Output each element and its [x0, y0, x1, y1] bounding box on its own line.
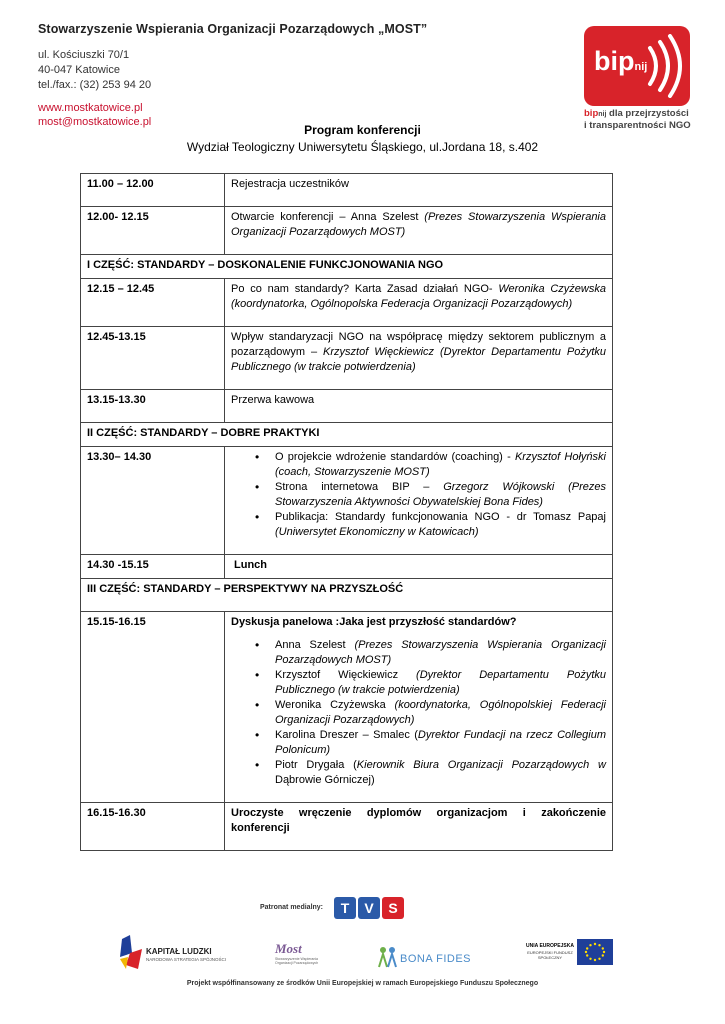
kapital-ludzki-logo: [118, 935, 238, 971]
section-heading: III CZĘŚĆ: STANDARDY – PERSPEKTYWY NA PRZYSZŁOŚĆ: [81, 579, 613, 612]
speaker-list: [231, 450, 606, 540]
list-item: • Anna Szelest (Prezes Stowarzyszenia Wspierania Organizacji Pozarządowych MOST): [231, 638, 606, 668]
bona-fides-figures-icon: [378, 945, 398, 969]
list-item: • Weronika Czyżewska (koordynatorka, Ogólnopolskiej Federacji Organizacji Pozarządowych): [231, 698, 606, 728]
media-patron: [260, 897, 420, 921]
list-item: • Strona internetowa BIP – Grzegorz Wójkowski (Prezes Stowarzyszenia Aktywności Obywatelskiej Bona Fides): [231, 480, 606, 510]
signal-waves-icon: [642, 34, 690, 98]
panel-title: Dyskusja panelowa :Jaka jest przyszłość standardów?: [231, 616, 517, 628]
phone-number: tel./fax.: (32) 253 94 20: [38, 79, 152, 91]
time-cell: 11.00 – 12.00: [81, 174, 225, 207]
bip-logo-text: bipnij: [594, 46, 648, 76]
time-cell: 14.30 -15.15: [81, 555, 225, 579]
table-row: [81, 612, 613, 803]
list-item: • Piotr Drygała (Kierownik Biura Organizacji Pozarządowych w Dąbrowie Górniczej): [231, 758, 606, 788]
most-logo-subtitle: Stowarzyszenie Wspierania Organizacji Pozarządowych: [275, 957, 319, 965]
table-row: [81, 555, 613, 579]
section-row: [81, 423, 613, 447]
sponsor-logos: [110, 935, 620, 975]
description-cell: [225, 612, 613, 803]
website-link[interactable]: www.mostkatowice.pl: [38, 102, 143, 114]
section-row: [81, 255, 613, 279]
table-row: [81, 803, 613, 851]
bona-fides-logo: [378, 943, 478, 971]
eu-logo-subtitle: EUROPEJSKI FUNDUSZ SPOŁECZNY: [527, 950, 573, 960]
organization-address: [38, 48, 558, 93]
description-cell: Rejestracja uczestników: [225, 174, 613, 207]
section-row: [81, 579, 613, 612]
eu-flag-icon: [577, 939, 613, 965]
panelist-list: [231, 638, 606, 788]
tvs-logo-v: V: [358, 897, 380, 919]
description-cell: Po co nam standardy? Karta Zasad działań NGO- Weronika Czyżewska (koordynatorka, Ogólnopolska Federacja Organizacji Pozarządowych): [225, 279, 613, 327]
eu-logo: [525, 939, 615, 969]
time-cell: 13.30– 14.30: [81, 447, 225, 555]
description-cell: Wpływ standaryzacji NGO na współpracę między sektorem publicznym a pozarządowym – Krzysztof Więckiewicz (Dyrektor Departamentu Pożytku Publicznego (w trakcie potwierdzenia): [225, 327, 613, 390]
list-item: • O projekcie wdrożenie standardów (coaching) - Krzysztof Hołyński (coach, Stowarzyszenie MOST): [231, 450, 606, 480]
time-cell: 12.45-13.15: [81, 327, 225, 390]
list-item: • Karolina Dreszer – Smalec (Dyrektor Fundacji na rzecz Collegium Polonicum): [231, 728, 606, 758]
kapital-ludzki-emblem-icon: [118, 935, 144, 971]
section-heading: II CZĘŚĆ: STANDARDY – DOBRE PRAKTYKI: [81, 423, 613, 447]
eu-logo-title: UNIA EUROPEJSKA: [526, 943, 574, 949]
time-cell: 15.15-16.15: [81, 612, 225, 803]
program-table: [80, 173, 613, 851]
description-cell: Lunch: [225, 555, 613, 579]
tvs-logo-t: T: [334, 897, 356, 919]
table-row: [81, 390, 613, 423]
description-cell: Uroczyste wręczenie dyplomów organizacjom i zakończenie konferencji: [225, 803, 613, 851]
time-cell: 12.00- 12.15: [81, 207, 225, 255]
table-row: [81, 447, 613, 555]
description-cell: Przerwa kawowa: [225, 390, 613, 423]
document-title: Program konferencji: [304, 123, 421, 137]
kapital-ludzki-subtitle: NARODOWA STRATEGIA SPÓJNOŚCI: [146, 957, 227, 962]
document-venue: Wydział Teologiczny Uniwersytetu Śląskiego, ul.Jordana 18, s.402: [186, 140, 539, 154]
document-title-block: [0, 122, 725, 155]
time-cell: 13.15-13.30: [81, 390, 225, 423]
organization-header: [38, 22, 558, 129]
bona-fides-word: BONA FIDES: [400, 953, 472, 965]
table-row: [81, 174, 613, 207]
address-street: ul. Kościuszki 70/1: [38, 49, 130, 61]
description-cell: Otwarcie konferencji – Anna Szelest (Prezes Stowarzyszenia Wspierania Organizacji Pozarządowych MOST): [225, 207, 613, 255]
organization-name: Stowarzyszenie Wspierania Organizacji Pozarządowych „MOST”: [38, 22, 428, 36]
section-heading: I CZĘŚĆ: STANDARDY – DOSKONALENIE FUNKCJONOWANIA NGO: [81, 255, 613, 279]
tvs-logo-s: S: [382, 897, 404, 919]
email-link[interactable]: most@mostkatowice.pl: [38, 116, 152, 128]
bip-logo-box: [584, 26, 690, 106]
bip-logo: [584, 26, 692, 131]
description-cell: [225, 447, 613, 555]
patron-label: Patronat medialny:: [260, 904, 324, 911]
address-city: 40-047 Katowice: [38, 64, 120, 76]
bip-tagline: bipnij dla przejrzystości i transparentności NGO: [584, 108, 691, 131]
time-cell: 12.15 – 12.45: [81, 279, 225, 327]
time-cell: 16.15-16.30: [81, 803, 225, 851]
kapital-ludzki-title: KAPITAŁ LUDZKI: [146, 947, 212, 956]
table-row: [81, 327, 613, 390]
cofinancing-note: Projekt współfinansowany ze środków Unii Europejskiej w ramach Europejskiego Funduszu Społecznego: [186, 980, 539, 987]
most-logo-word: Most: [275, 941, 302, 956]
table-row: [81, 279, 613, 327]
most-logo: [275, 941, 325, 971]
list-item: • Publikacja: Standardy funkcjonowania NGO - dr Tomasz Papaj (Uniwersytet Ekonomiczny w Katowicach): [231, 510, 606, 540]
table-row: [81, 207, 613, 255]
list-item: • Krzysztof Więckiewicz (Dyrektor Departamentu Pożytku Publicznego (w trakcie potwierdzenia): [231, 668, 606, 698]
